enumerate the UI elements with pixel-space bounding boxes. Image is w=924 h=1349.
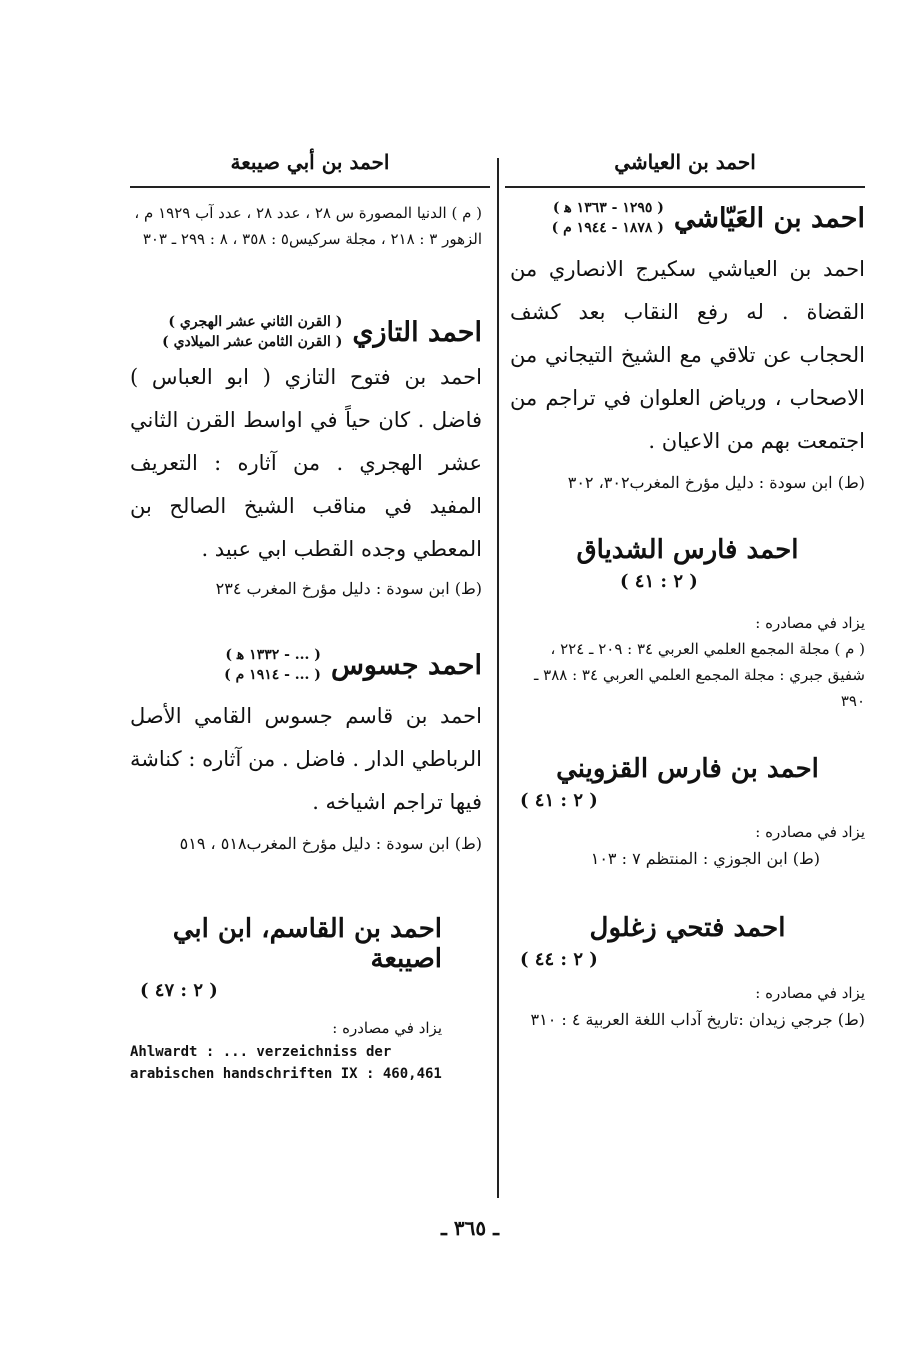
entry-ahmad-ibn-al-ayyashi xyxy=(510,198,865,497)
entry-ahmad-jassus xyxy=(130,645,482,858)
header-rule-right xyxy=(505,186,865,188)
column-divider xyxy=(497,158,499,1198)
entry-name: احمد فتحي زغلول xyxy=(589,913,786,943)
entry-name: احمد بن العَيّاشي xyxy=(673,202,865,234)
entry-volume-ref: ( ٢ : ٤١ ) xyxy=(520,790,598,811)
entry-body: احمد بن العياشي سكيرج الانصاري من القضاة . له رفع النقاب بعد كشف الحجاب عن تلاقي مع الشيخ التيجاني من الاصحاب ، ورياض العلوان في تراجم من اجتمعت بهم من الاعيان . xyxy=(510,257,865,453)
entry-dates xyxy=(552,198,664,238)
dates-gregorian: ( ... - ١٩١٤ م ) xyxy=(224,667,321,683)
header-rule-left xyxy=(130,186,490,188)
running-header-right: احمد بن العياشي xyxy=(614,150,756,174)
entry-additions-label: يزاد في مصادره : xyxy=(755,984,865,1002)
entry-reference-latin: Ahlwardt : ... verzeichniss der arabischen handschriften IX : 460,461 xyxy=(130,1044,442,1082)
entry-ahmad-fathi-zaghlul xyxy=(510,913,865,1034)
entry-heading xyxy=(130,645,482,685)
entry-additions-label: يزاد في مصادره : xyxy=(755,614,865,632)
entry-name: احمد بن القاسم، ابن ابي اصيبعة xyxy=(172,914,442,974)
dates-hijri: ( ... - ١٣٣٢ ﻫ ) xyxy=(225,647,321,663)
entry-ahmad-al-tazi xyxy=(130,312,482,603)
entry-ahmad-ibn-faris-al-qazwini xyxy=(510,754,865,873)
right-column xyxy=(510,198,865,1034)
dates-gregorian: ( القرن الثامن عشر الميلادي ) xyxy=(162,334,343,350)
entry-body: احمد بن فتوح التازي ( ابو العباس ) فاضل . كان حياً في اواسط القرن الثاني عشر الهجري . من آثاره : التعريف المفيد في مناقب الشيخ الصالح بن المعطي وجده القطب ابي عبيد . xyxy=(130,365,482,561)
entry-dates xyxy=(224,645,321,685)
running-header-left: احمد بن أبي صيبعة xyxy=(230,150,390,174)
entry-reference: (ط) ابن سودة : دليل مؤرخ المغرب٥١٨ ، ٥١٩ xyxy=(179,834,482,853)
entry-reference: (ط) ابن سودة : دليل مؤرخ المغرب ٢٣٤ xyxy=(215,579,482,598)
entry-name: احمد فارس الشدياق xyxy=(576,535,799,565)
left-column xyxy=(130,200,482,1085)
dates-hijri: ( القرن الثاني عشر الهجري ) xyxy=(168,314,343,330)
entry-name: احمد جسوس xyxy=(330,649,482,681)
entry-name: احمد بن فارس القزويني xyxy=(556,754,819,784)
entry-volume-ref: ( ٢ : ٤٧ ) xyxy=(140,980,218,1001)
continued-references: ( م ) الدنيا المصورة س ٢٨ ، عدد ٢٨ ، عدد آب ١٩٢٩ م ، الزهور ٣ : ٢١٨ ، مجلة سركيس٥ : ٣٥٨ ، ٨ : ٢٩٩ ـ ٣٠٣ xyxy=(134,204,482,248)
entry-heading xyxy=(130,312,482,352)
entry-heading xyxy=(510,198,865,238)
entry-reference: ( م ) مجلة المجمع العلمي العربي ٣٤ : ٢٠٩ ـ ٢٢٤ ، شفيق جبري : مجلة المجمع العلمي العربي ٣٤ : ٣٨٨ ـ ٣٩٠ xyxy=(533,640,865,710)
entry-additions-label: يزاد في مصادره : xyxy=(755,823,865,841)
dates-gregorian: ( ١٨٧٨ - ١٩٤٤ م ) xyxy=(551,220,664,236)
page-number: ـ ٣٦٥ ـ xyxy=(441,1216,499,1240)
entry-ahmad-faris-al-shidyaq xyxy=(510,535,865,714)
entry-dates xyxy=(162,312,342,352)
entry-reference: (ط) ابن سودة : دليل مؤرخ المغرب٣٠٢، ٣٠٢ xyxy=(567,473,865,492)
entry-volume-ref: ( ٢ : ٤١ ) xyxy=(620,571,698,592)
entry-additions-label: يزاد في مصادره : xyxy=(332,1019,442,1037)
entry-ahmad-ibn-al-qasim-ibn-abi-usaybia xyxy=(130,914,482,1085)
dates-hijri: ( ١٢٩٥ - ١٣٦٣ ﻫ ) xyxy=(552,200,664,216)
entry-volume-ref: ( ٢ : ٤٤ ) xyxy=(520,949,598,970)
entry-name: احمد التازي xyxy=(352,316,482,348)
entry-reference: (ط) جرجي زيدان :تاريخ آداب اللغة العربية ٤ : ٣١٠ xyxy=(530,1010,865,1029)
entry-body: احمد بن قاسم جسوس القامي الأصل الرباطي الدار . فاضل . من آثاره : كناشة فيها تراجم اشياخه . xyxy=(130,704,482,814)
entry-reference: (ط) ابن الجوزي : المنتظم ٧ : ١٠٣ xyxy=(590,849,820,868)
